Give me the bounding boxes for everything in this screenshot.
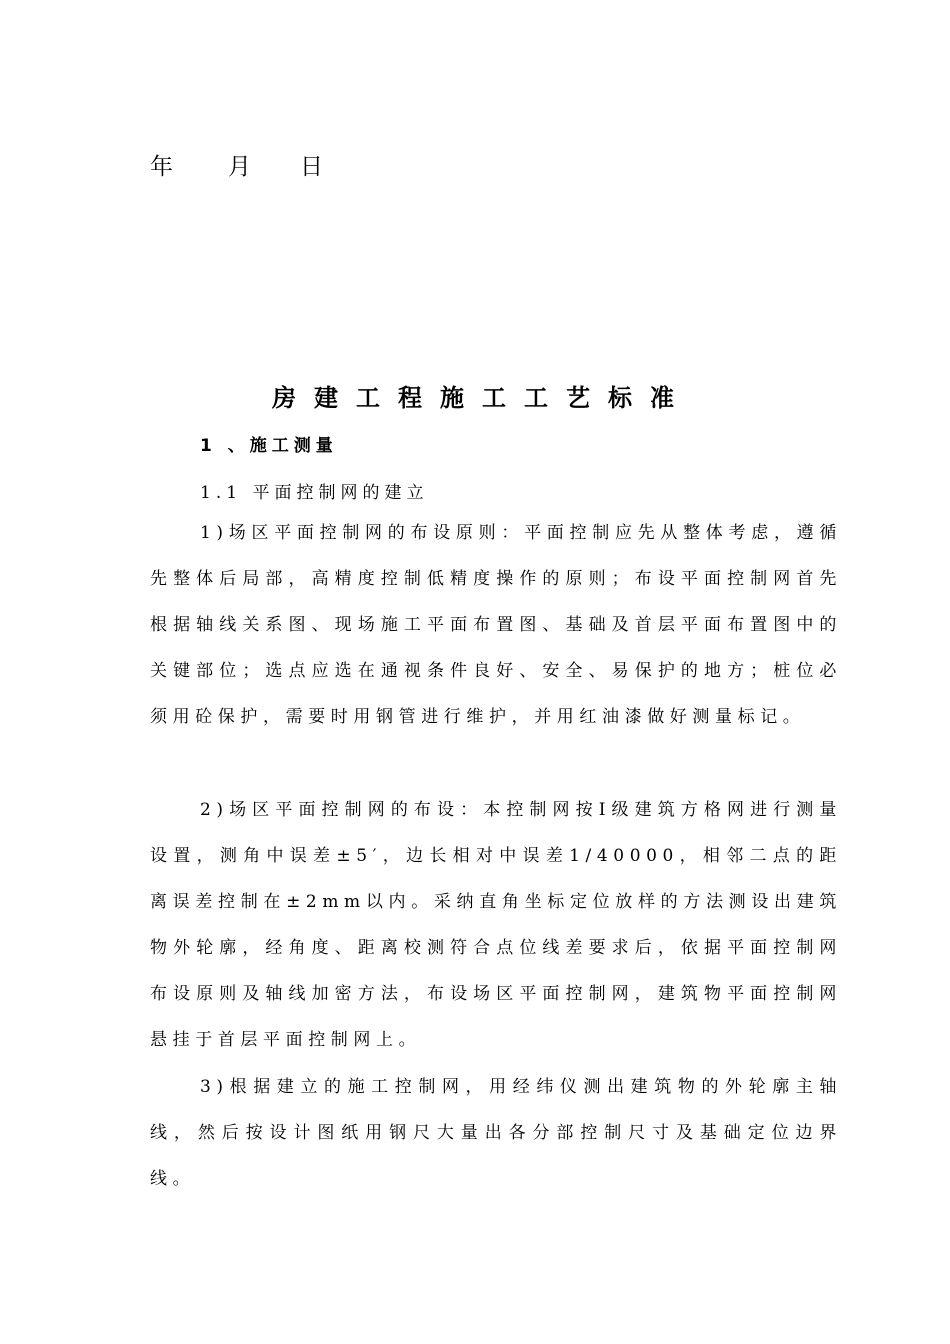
date-day: 日	[300, 154, 323, 180]
date-year: 年	[150, 154, 173, 180]
date-month: 月	[228, 154, 251, 180]
paragraph-3: 3)根据建立的施工控制网，用经纬仪测出建筑物的外轮廓主轴线，然后按设计图纸用钢尺大量出各分部控制尺寸及基础定位边界线。	[150, 1077, 842, 1189]
section-heading: 1 、施工测量	[200, 436, 338, 456]
date-line	[150, 148, 323, 181]
document-title: 房建工程施工工艺标准	[272, 384, 692, 412]
subsection-heading: 1.1 平面控制网的建立	[200, 483, 429, 503]
paragraph-1: 1)场区平面控制网的布设原则：平面控制应先从整体考虑，遵循先整体后局部，高精度控制低精度操作的原则；布设平面控制网首先根据轴线关系图、现场施工平面布置图、基础及首层平面布置图中的关键部位；选点应选在通视条件良好、安全、易保护的地方；桩位必须用砼保护，需要时用钢管进行维护，并用红油漆做好测量标记。	[150, 523, 842, 727]
paragraph-2: 2)场区平面控制网的布设：本控制网按Ⅰ级建筑方格网进行测量设置，测角中误差±5′，边长相对中误差1/40000，相邻二点的距离误差控制在±2mm以内。采纳直角坐标定位放样的方法测设出建筑物外轮廓，经角度、距离校测符合点位线差要求后，依据平面控制网布设原则及轴线加密方法，布设场区平面控制网，建筑物平面控制网悬挂于首层平面控制网上。	[150, 800, 842, 1050]
